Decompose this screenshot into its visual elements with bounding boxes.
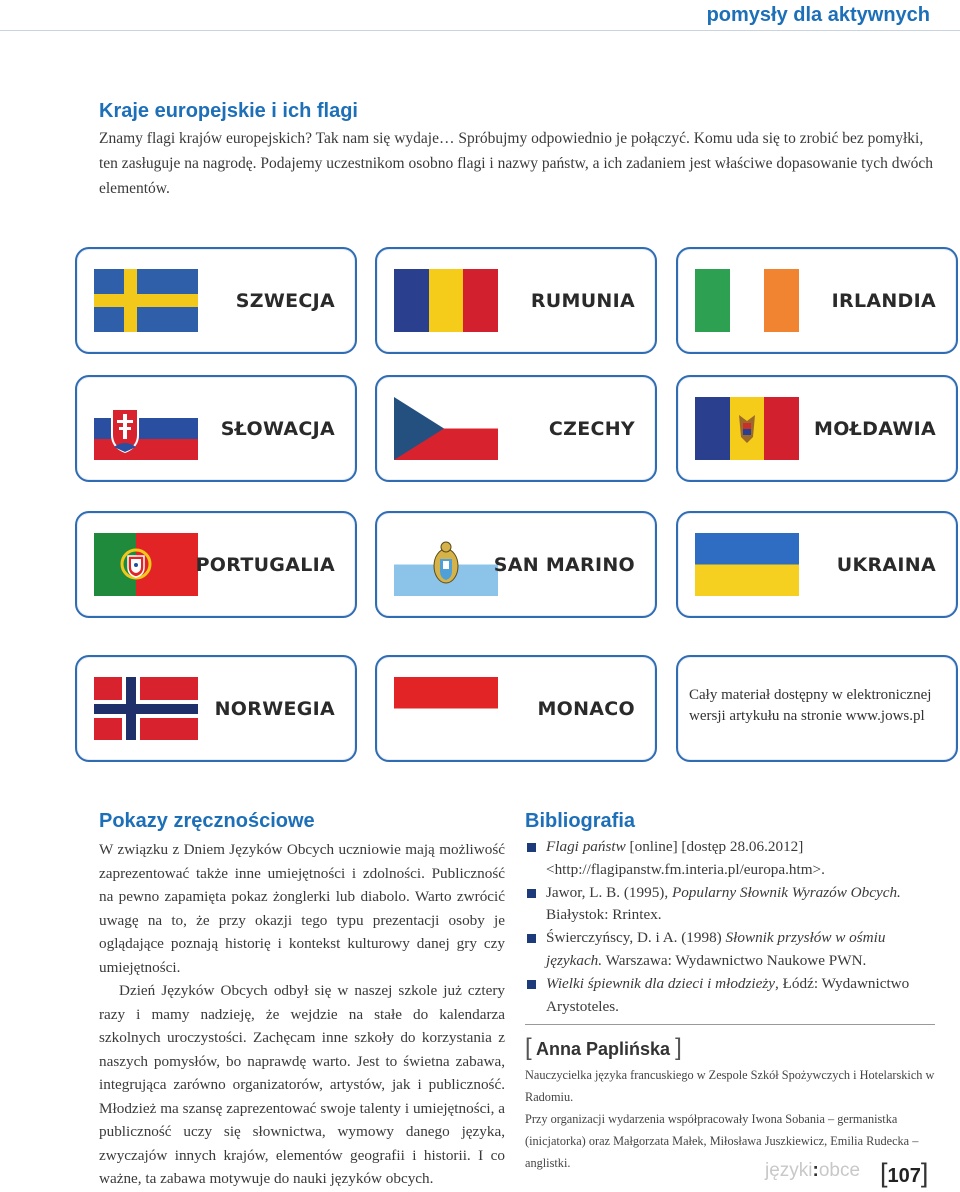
- author-name: [ Anna Paplińska ]: [525, 1034, 682, 1061]
- bibliography-item: Świerczyńscy, D. i A. (1998) Słownik przysłów w ośmiu językach. Warszawa: Wydawnictwo Naukowe PWN.: [525, 927, 937, 973]
- country-name: RUMUNIA: [530, 289, 635, 312]
- monaco-flag-icon: [394, 677, 498, 740]
- bibliography-item: Wielki śpiewnik dla dzieci i młodzieży, Łódź: Wydawnictwo Arystoteles.: [525, 973, 937, 1019]
- pokazy-title: Pokazy zręcznościowe: [99, 810, 315, 832]
- ukraine-flag-icon: [695, 533, 799, 596]
- pokazy-text: [99, 838, 505, 1191]
- pokazy-paragraph-1: W związku z Dniem Języków Obcych uczniowie mają możliwość zaprezentować także inne umiejętności i zdolności. Publiczność na pewno zapamięta pokaz żonglerki lub diabolo. Warto zwrócić uwagę na to, że przy okazji tego typu prezentacji osoby je oglądające poznają historię i kontekst kulturowy danej gry czy umiejętności.: [99, 841, 505, 976]
- info-card: [676, 655, 958, 762]
- flag-card-norway: [75, 655, 357, 762]
- ireland-flag-icon: [695, 269, 799, 332]
- square-bullet-icon: [527, 843, 536, 852]
- bibliography-item: Jawor, L. B. (1995), Popularny Słownik Wyrazów Obcych. Białystok: Rrintex.: [525, 882, 937, 928]
- flag-card-moldova: [676, 375, 958, 482]
- flag-card-monaco: [375, 655, 657, 762]
- country-name: PORTUGALIA: [195, 553, 335, 576]
- moldova-flag-icon: [695, 397, 799, 460]
- country-name: UKRAINA: [836, 553, 936, 576]
- page-number: [107]: [880, 1158, 929, 1188]
- pokazy-paragraph-2: Dzień Języków Obcych odbył się w naszej szkole już cztery razy i mamy nadzieję, że wejdzie na stałe do kalendarza szkolnych uroczystości. Zachęcam inne szkoły do korzystania z naszych pomysłów, bo naprawdę warto. Jest to świetna zabawa, integrująca zarówno organizatorów, artystów, jak i publiczność. Młodzież ma szansę zaprezentować swoje talenty i umiejętności, a publiczność uczy się słownictwa, wymowy danego języka, zwyczajów innych krajów, elementów geografii i historii. I co ważne, ta zabawa motywuje do nauki języków obcych.: [99, 982, 505, 1187]
- flag-card-ukraine: [676, 511, 958, 618]
- san-marino-flag-icon: [394, 533, 498, 596]
- country-name: SAN MARINO: [493, 553, 635, 576]
- flag-card-ireland: [676, 247, 958, 354]
- country-name: IRLANDIA: [831, 289, 936, 312]
- author-bio: Nauczycielka języka francuskiego w Zespole Szkół Spożywczych i Hotelarskich w Radomiu. Przy organizacji wydarzenia współpracowały Iwona Sobania – germanistka (inicjatorka) oraz Małgorzata Małek, Miłosława Juszkiewicz, Emilia Rudecka – anglistki.: [525, 1068, 935, 1170]
- country-name: CZECHY: [548, 417, 635, 440]
- section-tag: pomysły dla aktywnych: [706, 4, 930, 26]
- intro-text: Znamy flagi krajów europejskich? Tak nam się wydaje… Spróbujmy odpowiednio je połączyć. Komu uda się to zrobić bez pomyłki, ten zasługuje na nagrodę. Podajemy uczestnikom osobno flagi i nazwy państw, a ich zadaniem jest właściwe dopasowanie tych dwóch elementów.: [99, 130, 934, 197]
- slovakia-flag-icon: [94, 397, 198, 460]
- romania-flag-icon: [394, 269, 498, 332]
- divider: [525, 1024, 935, 1025]
- flag-card-slovakia: [75, 375, 357, 482]
- country-name: NORWEGIA: [214, 697, 335, 720]
- czech-flag-icon: [394, 397, 498, 460]
- magazine-name: języki:obce: [765, 1160, 861, 1181]
- availability-note: Cały materiał dostępny w elektronicznej wersji artykułu na stronie www.jows.pl: [689, 687, 932, 724]
- country-name: MONACO: [537, 697, 635, 720]
- intro-title: Kraje europejskie i ich flagi: [99, 100, 358, 122]
- square-bullet-icon: [527, 889, 536, 898]
- sweden-flag-icon: [94, 269, 198, 332]
- square-bullet-icon: [527, 934, 536, 943]
- country-name: MOŁDAWIA: [813, 417, 936, 440]
- bibliography-item: Flagi państw [online] [dostęp 28.06.2012] <http://flagipanstw.fm.interia.pl/europa.htm>.: [525, 836, 937, 882]
- bibliografia-title: Bibliografia: [525, 810, 636, 832]
- country-name: SZWECJA: [235, 289, 335, 312]
- flag-card-czech: [375, 375, 657, 482]
- header-rule: [0, 30, 960, 31]
- portugal-flag-icon: [94, 533, 198, 596]
- square-bullet-icon: [527, 980, 536, 989]
- flag-card-sweden: [75, 247, 357, 354]
- flag-card-portugal: [75, 511, 357, 618]
- flag-card-romania: [375, 247, 657, 354]
- norway-flag-icon: [94, 677, 198, 740]
- flag-card-san-marino: [375, 511, 657, 618]
- country-name: SŁOWACJA: [220, 417, 335, 440]
- bibliography-list: [525, 836, 937, 1018]
